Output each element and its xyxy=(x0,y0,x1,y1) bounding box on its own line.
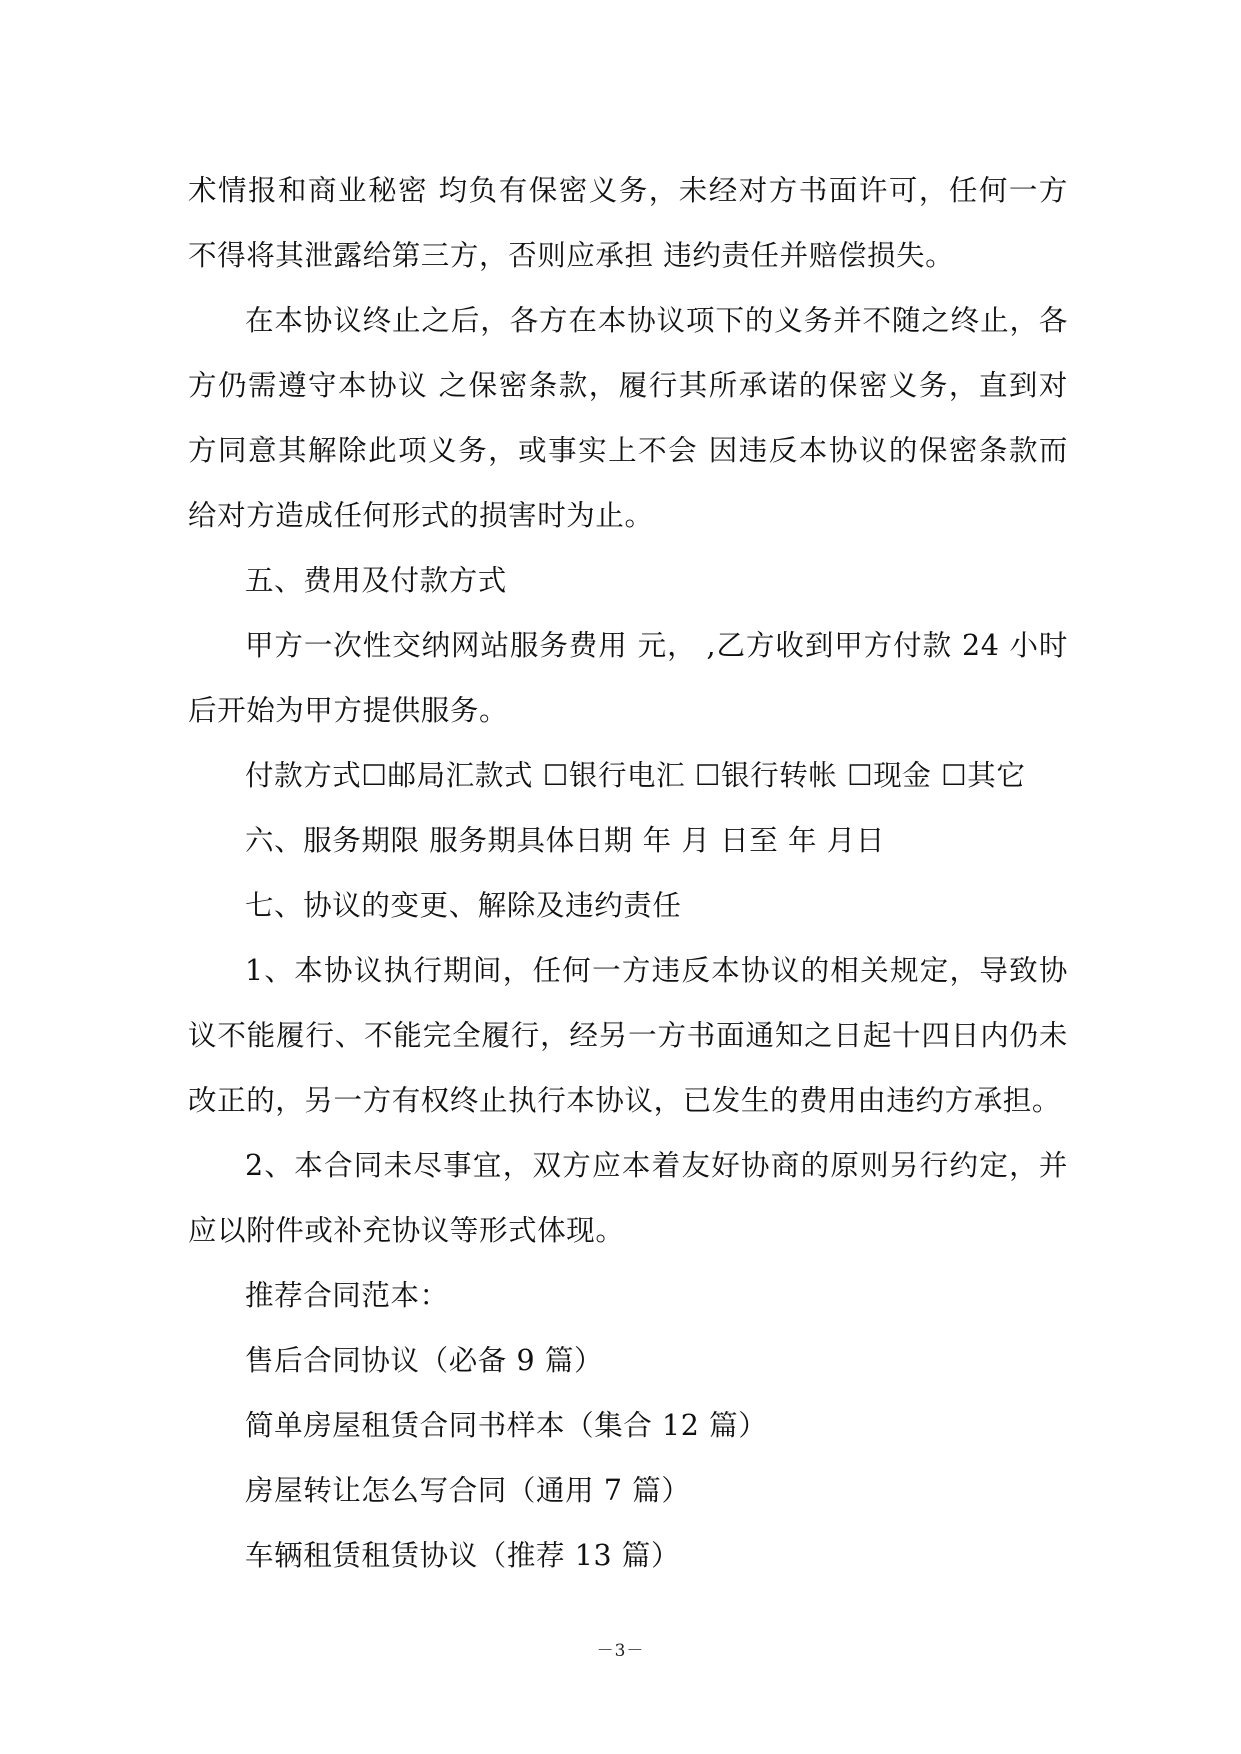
paragraph-service-fee: 甲方一次性交纳网站服务费用 元， ,乙方收到甲方付款 24 小时后开始为甲方提供服务。 xyxy=(188,629,1068,727)
section-heading-amendment-breach: 七、协议的变更、解除及违约责任 xyxy=(245,889,682,922)
paragraph-confidentiality-obligation: 术情报和商业秘密 均负有保密义务，未经对方书面许可，任何一方不得将其泄露给第三方，否则应承担 违约责任并赔偿损失。 xyxy=(188,174,1068,272)
section-heading-fees-payment: 五、费用及付款方式 xyxy=(245,564,507,597)
paragraph-post-termination-obligation: 在本协议终止之后，各方在本协议项下的义务并不随之终止，各方仍需遵守本协议 之保密条款，履行其所承诺的保密义务，直到对方同意其解除此项义务，或事实上不会 因违反本协议的保密条款而给对方造成任何形式的损害时为止。 xyxy=(188,304,1068,532)
paragraph-payment-methods: 付款方式☐邮局汇款式 ☐银行电汇 ☐银行转帐 ☐现金 ☐其它 xyxy=(245,759,1026,792)
recommended-template-item: 简单房屋租赁合同书样本（集合 12 篇） xyxy=(245,1409,768,1442)
page-number: －3－ xyxy=(596,1641,645,1661)
section-heading-service-term: 六、服务期限 服务期具体日期 年 月 日至 年 月日 xyxy=(245,824,885,857)
recommended-templates-heading: 推荐合同范本： xyxy=(245,1279,449,1312)
clause-1-breach-termination: 1、本协议执行期间，任何一方违反本协议的相关规定，导致协议不能履行、不能完全履行，经另一方书面通知之日起十四日内仍未改正的，另一方有权终止执行本协议，已发生的费用由违约方承担。 xyxy=(188,954,1068,1117)
document-body xyxy=(188,158,1068,1588)
recommended-template-item: 房屋转让怎么写合同（通用 7 篇） xyxy=(245,1474,691,1507)
recommended-template-item: 售后合同协议（必备 9 篇） xyxy=(245,1344,604,1377)
recommended-template-item: 车辆租赁租赁协议（推荐 13 篇） xyxy=(245,1539,681,1572)
clause-2-supplementary-agreement: 2、本合同未尽事宜，双方应本着友好协商的原则另行约定，并应以附件或补充协议等形式体现。 xyxy=(188,1149,1068,1247)
